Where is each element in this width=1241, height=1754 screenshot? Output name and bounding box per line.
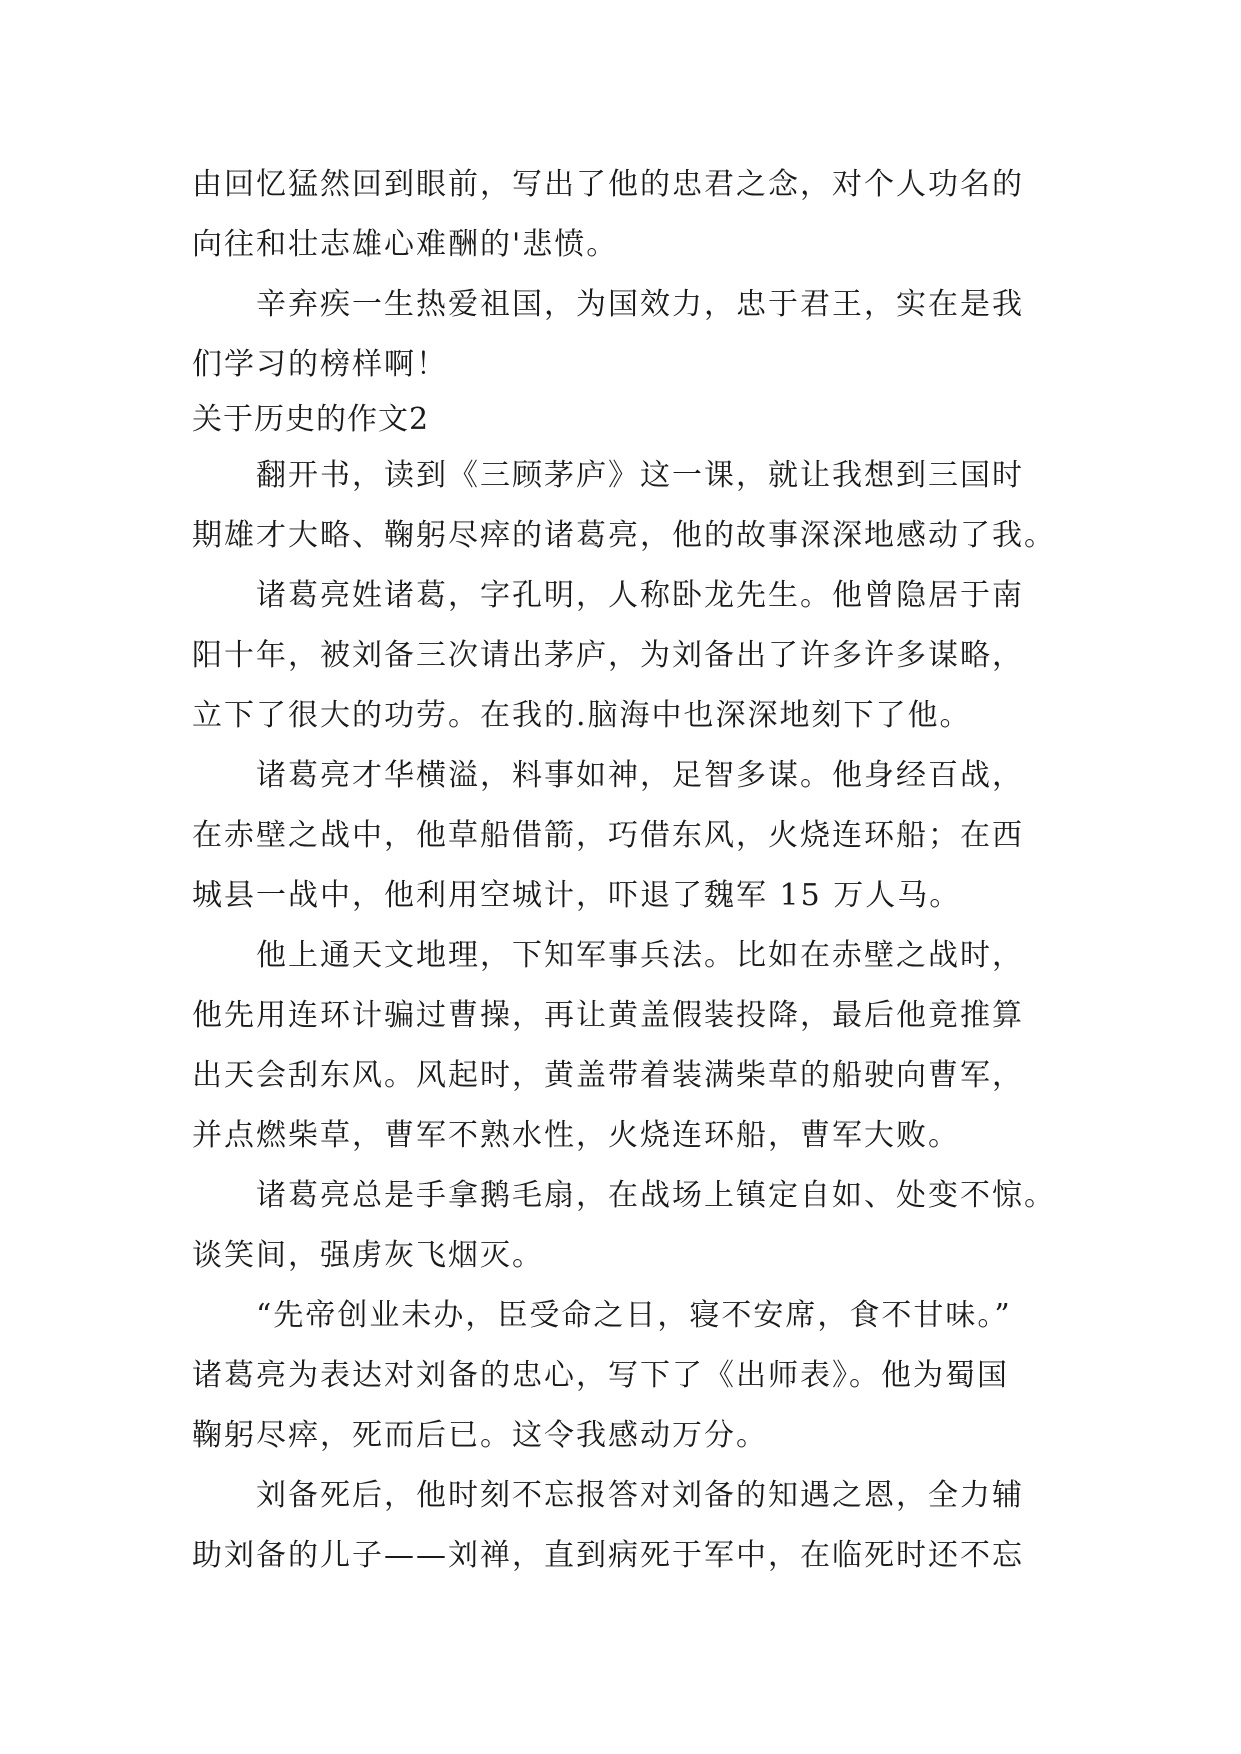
- paragraph-start: 刘备死后，他时刻不忘报答对刘备的知遇之恩，全力辅: [256, 1478, 1024, 1513]
- text-line: 鞠躬尽瘁，死而后已。这令我感动万分。: [192, 1418, 768, 1453]
- paragraph-start: 诸葛亮总是手拿鹅毛扇，在战场上镇定自如、处变不惊。: [256, 1178, 1056, 1213]
- paragraph-start: 诸葛亮才华横溢，料事如神，足智多谋。他身经百战，: [256, 758, 1024, 793]
- text-line: 们学习的榜样啊！: [192, 347, 448, 382]
- paragraph-start: 他上通天文地理，下知军事兵法。比如在赤壁之战时，: [256, 938, 1024, 973]
- paragraph-start: “先帝创业未办，臣受命之日，寝不安席，食不甘味。”: [256, 1298, 1012, 1333]
- text-line: 谈笑间，强虏灰飞烟灭。: [192, 1238, 544, 1273]
- text-line: 城县一战中，他利用空城计，吓退了魏军 15 万人马。: [192, 878, 962, 913]
- text-line: 期雄才大略、鞠躬尽瘁的诸葛亮，他的故事深深地感动了我。: [192, 518, 1056, 553]
- paragraph-start: 翻开书，读到《三顾茅庐》这一课，就让我想到三国时: [256, 458, 1024, 493]
- section-heading: 关于历史的作文2: [192, 402, 430, 437]
- paragraph-start: 诸葛亮姓诸葛，字孔明，人称卧龙先生。他曾隐居于南: [256, 578, 1024, 613]
- text-line: 向往和壮志雄心难酬的'悲愤。: [192, 227, 619, 262]
- text-line: 助刘备的儿子——刘禅，直到病死于军中，在临死时还不忘: [192, 1538, 1024, 1573]
- text-line: 他先用连环计骗过曹操，再让黄盖假装投降，最后他竟推算: [192, 998, 1024, 1033]
- paragraph-start: 辛弃疾一生热爱祖国，为国效力，忠于君王，实在是我: [256, 287, 1024, 322]
- text-line: 阳十年，被刘备三次请出茅庐，为刘备出了许多许多谋略，: [192, 638, 1024, 673]
- text-line: 出天会刮东风。风起时，黄盖带着装满柴草的船驶向曹军，: [192, 1058, 1024, 1093]
- text-line: 诸葛亮为表达对刘备的忠心，写下了《出师表》。他为蜀国: [192, 1358, 1009, 1393]
- text-line: 在赤壁之战中，他草船借箭，巧借东风，火烧连环船；在西: [192, 818, 1024, 853]
- text-line: 并点燃柴草，曹军不熟水性，火烧连环船，曹军大败。: [192, 1118, 960, 1153]
- text-line: 立下了很大的功劳。在我的.脑海中也深深地刻下了他。: [192, 698, 972, 733]
- text-line: 由回忆猛然回到眼前，写出了他的忠君之念，对个人功名的: [192, 167, 1024, 202]
